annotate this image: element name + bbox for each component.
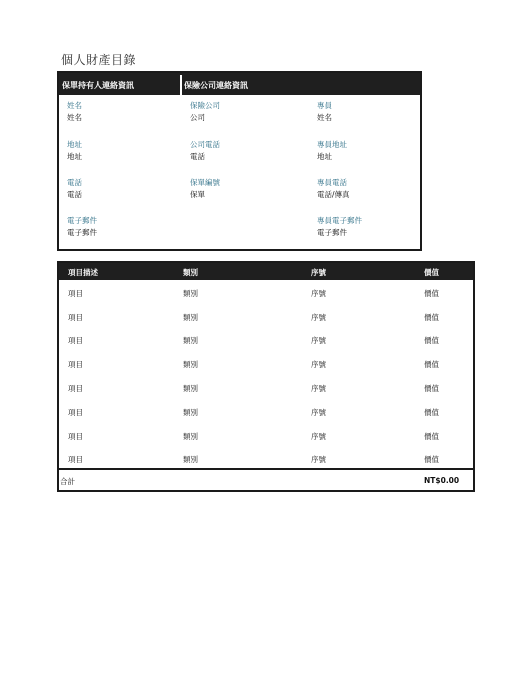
cell-category: 類別 [183, 432, 198, 441]
column-header-value: 價值 [424, 268, 439, 277]
field-value: 地址 [67, 152, 82, 161]
table-row[interactable] [59, 351, 473, 375]
field-label: 專員電子郵件 [317, 216, 362, 225]
field-label: 保單編號 [190, 178, 220, 187]
field-label: 電子郵件 [67, 216, 97, 225]
field-agent-email[interactable] [317, 215, 362, 239]
page-title: 個人財產目錄 [61, 53, 137, 67]
cell-serial: 序號 [311, 313, 326, 322]
cell-category: 類別 [183, 313, 198, 322]
cell-description: 項目 [68, 360, 83, 369]
cell-value: 價值 [424, 432, 439, 441]
items-table [57, 261, 475, 492]
cell-description: 項目 [68, 289, 83, 298]
field-value: 電子郵件 [317, 228, 347, 237]
table-row[interactable] [59, 446, 473, 470]
cell-serial: 序號 [311, 408, 326, 417]
field-email[interactable] [67, 215, 97, 239]
field-value: 電話 [67, 190, 82, 199]
field-value: 姓名 [67, 113, 82, 122]
column-header-category: 類別 [183, 268, 198, 277]
cell-value: 價值 [424, 408, 439, 417]
table-row[interactable] [59, 327, 473, 351]
field-label: 公司電話 [190, 140, 220, 149]
cell-value: 價值 [424, 313, 439, 322]
cell-value: 價值 [424, 455, 439, 464]
cell-serial: 序號 [311, 432, 326, 441]
contact-header [59, 73, 420, 95]
cell-description: 項目 [68, 408, 83, 417]
cell-category: 類別 [183, 408, 198, 417]
cell-value: 價值 [424, 384, 439, 393]
cell-description: 項目 [68, 384, 83, 393]
field-insurer[interactable] [190, 100, 220, 124]
cell-description: 項目 [68, 313, 83, 322]
cell-category: 類別 [183, 384, 198, 393]
table-row[interactable] [59, 375, 473, 399]
cell-serial: 序號 [311, 360, 326, 369]
cell-description: 項目 [68, 455, 83, 464]
field-value: 公司 [190, 113, 205, 122]
cell-value: 價值 [424, 289, 439, 298]
field-label: 保險公司 [190, 101, 220, 110]
contact-info-box [57, 71, 422, 251]
cell-serial: 序號 [311, 455, 326, 464]
cell-value: 價值 [424, 360, 439, 369]
cell-serial: 序號 [311, 289, 326, 298]
total-label: 合計 [60, 477, 75, 486]
header-divider [180, 75, 182, 95]
field-value: 電話/傳真 [317, 190, 350, 199]
field-company-phone[interactable] [190, 139, 220, 163]
field-policy-number[interactable] [190, 177, 220, 201]
cell-description: 項目 [68, 432, 83, 441]
field-agent[interactable] [317, 100, 332, 124]
field-value: 姓名 [317, 113, 332, 122]
field-value: 地址 [317, 152, 332, 161]
field-phone[interactable] [67, 177, 82, 201]
policyholder-header: 保單持有人連絡資訊 [62, 81, 134, 90]
table-row[interactable] [59, 304, 473, 328]
field-agent-phone[interactable] [317, 177, 350, 201]
cell-serial: 序號 [311, 336, 326, 345]
total-value: NT$0.00 [424, 476, 460, 485]
field-agent-address[interactable] [317, 139, 347, 163]
field-label: 專員電話 [317, 178, 347, 187]
field-label: 地址 [67, 140, 82, 149]
field-label: 專員地址 [317, 140, 347, 149]
cell-category: 類別 [183, 360, 198, 369]
cell-value: 價值 [424, 336, 439, 345]
field-label: 專員 [317, 101, 332, 110]
items-header-row [59, 263, 473, 280]
insurer-header: 保險公司連絡資訊 [184, 81, 248, 90]
cell-description: 項目 [68, 336, 83, 345]
field-name[interactable] [67, 100, 82, 124]
cell-category: 類別 [183, 455, 198, 464]
table-row[interactable] [59, 399, 473, 423]
field-value: 電話 [190, 152, 205, 161]
field-value: 保單 [190, 190, 205, 199]
cell-serial: 序號 [311, 384, 326, 393]
column-header-description: 項目描述 [68, 268, 98, 277]
column-header-serial: 序號 [311, 268, 326, 277]
table-row[interactable] [59, 280, 473, 304]
table-row[interactable] [59, 423, 473, 447]
total-row [59, 468, 473, 490]
field-label: 姓名 [67, 101, 82, 110]
field-value: 電子郵件 [67, 228, 97, 237]
field-label: 電話 [67, 178, 82, 187]
cell-category: 類別 [183, 336, 198, 345]
field-address[interactable] [67, 139, 82, 163]
cell-category: 類別 [183, 289, 198, 298]
